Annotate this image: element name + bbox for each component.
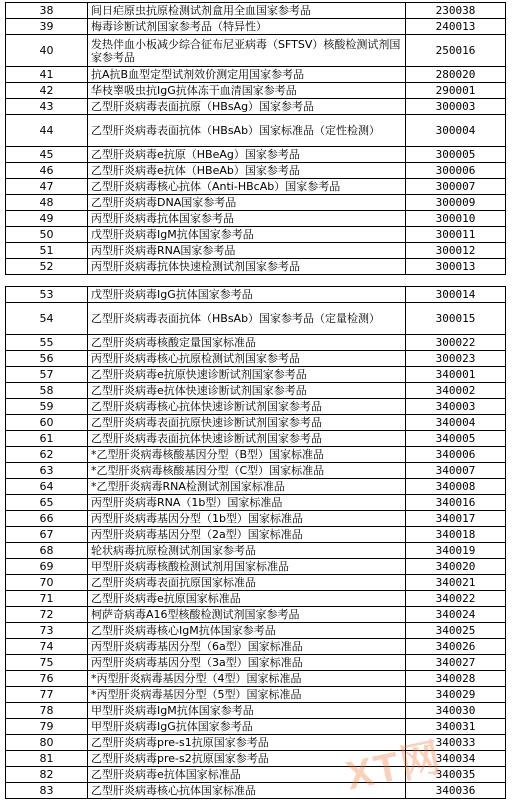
reference-name: 乙型肝炎病毒DNA国家参考品: [88, 195, 406, 211]
row-number: 38: [6, 3, 88, 19]
row-number: 41: [6, 67, 88, 83]
reference-name: 丙型肝炎病毒基因分型（6a型）国家标准品: [88, 639, 406, 655]
table-row: [6, 383, 506, 399]
reference-code: 300006: [406, 163, 506, 179]
row-number: 43: [6, 99, 88, 115]
table-row: [6, 195, 506, 211]
table-row: [6, 447, 506, 463]
row-number: 47: [6, 179, 88, 195]
reference-name: 乙型肝炎病毒核心IgM抗体国家参考品: [88, 623, 406, 639]
table-row: [6, 303, 506, 335]
table-row: [6, 767, 506, 783]
row-number: 78: [6, 703, 88, 719]
table-row: [6, 687, 506, 703]
row-number: 73: [6, 623, 88, 639]
row-number: 64: [6, 479, 88, 495]
reference-code: 230038: [406, 3, 506, 19]
table-row: [6, 751, 506, 767]
reference-name: 柯萨奇病毒A16型核酸检测试剂国家参考品: [88, 607, 406, 623]
row-number: 56: [6, 351, 88, 367]
reference-code: 300005: [406, 147, 506, 163]
table-row: [6, 591, 506, 607]
reference-code: 340006: [406, 447, 506, 463]
table-row: [6, 3, 506, 19]
reference-code: 340031: [406, 719, 506, 735]
row-number: 44: [6, 115, 88, 147]
reference-code: 340002: [406, 383, 506, 399]
row-number: 49: [6, 211, 88, 227]
catalog-table-top-body: [6, 3, 506, 275]
site-watermark: XT网: [342, 735, 447, 799]
reference-name: 乙型肝炎病毒e抗原快速诊断试剂国家参考品: [88, 367, 406, 383]
reference-name: 丙型肝炎病毒基因分型（2a型）国家标准品: [88, 527, 406, 543]
row-number: 48: [6, 195, 88, 211]
reference-name: 丙型肝炎病毒核心抗原检测试剂国家参考品: [88, 351, 406, 367]
table-row: [6, 67, 506, 83]
reference-name: 乙型肝炎病毒核酸定量国家标准品: [88, 335, 406, 351]
reference-name: 丙型肝炎病毒RNA国家参考品: [88, 243, 406, 259]
table-row: [6, 783, 506, 799]
reference-name: 乙型肝炎病毒pre-s2抗原国家参考品: [88, 751, 406, 767]
reference-code: 300004: [406, 115, 506, 147]
reference-name: 乙型肝炎病毒表面抗体（HBsAb）国家标准品（定性检测）: [88, 115, 406, 147]
reference-code: 300003: [406, 99, 506, 115]
row-number: 68: [6, 543, 88, 559]
reference-code: 340008: [406, 479, 506, 495]
reference-name: *乙型肝炎病毒核酸基因分型（B型）国家标准品: [88, 447, 406, 463]
catalog-table-top: [5, 2, 506, 275]
reference-code: 250016: [406, 35, 506, 67]
table-row: [6, 623, 506, 639]
table-row: [6, 35, 506, 67]
row-number: 83: [6, 783, 88, 799]
row-number: 39: [6, 19, 88, 35]
table-row: [6, 179, 506, 195]
reference-code: 300023: [406, 351, 506, 367]
reference-name: 丙型肝炎病毒抗体快速检测试剂国家参考品: [88, 259, 406, 275]
table-row: [6, 431, 506, 447]
reference-code: 340036: [406, 783, 506, 799]
row-number: 40: [6, 35, 88, 67]
reference-code: 340003: [406, 399, 506, 415]
reference-name: 发热伴血小板减少综合征布尼亚病毒（SFTSV）核酸检测试剂国家参考品: [88, 35, 406, 67]
reference-code: 300013: [406, 259, 506, 275]
table-row: [6, 243, 506, 259]
reference-code: 340019: [406, 543, 506, 559]
reference-name: 丙型肝炎病毒基因分型（3a型）国家标准品: [88, 655, 406, 671]
reference-code: 300009: [406, 195, 506, 211]
reference-name: 乙型肝炎病毒核心抗体国家标准品: [88, 783, 406, 799]
reference-name: *丙型肝炎病毒基因分型（5型）国家标准品: [88, 687, 406, 703]
reference-name: 乙型肝炎病毒表面抗原（HBsAg）国家参考品: [88, 99, 406, 115]
reference-code: 340026: [406, 639, 506, 655]
table-row: [6, 559, 506, 575]
reference-code: 340028: [406, 671, 506, 687]
reference-code: 340005: [406, 431, 506, 447]
row-number: 53: [6, 287, 88, 303]
reference-code: 340029: [406, 687, 506, 703]
row-number: 80: [6, 735, 88, 751]
row-number: 66: [6, 511, 88, 527]
reference-name: 丙型肝炎病毒抗体国家参考品: [88, 211, 406, 227]
reference-code: 340020: [406, 559, 506, 575]
reference-name: 乙型肝炎病毒e抗体（HBeAb）国家参考品: [88, 163, 406, 179]
table-row: [6, 211, 506, 227]
row-number: 50: [6, 227, 88, 243]
reference-name: 乙型肝炎病毒e抗体国家标准品: [88, 767, 406, 783]
table-row: [6, 287, 506, 303]
row-number: 54: [6, 303, 88, 335]
reference-code: 340018: [406, 527, 506, 543]
reference-name: 丙型肝炎病毒基因分型（1b型）国家标准品: [88, 511, 406, 527]
table-row: [6, 415, 506, 431]
table-row: [6, 99, 506, 115]
table-row: [6, 607, 506, 623]
table-row: [6, 655, 506, 671]
table-row: [6, 511, 506, 527]
table-row: [6, 671, 506, 687]
reference-name: *乙型肝炎病毒核酸基因分型（C型）国家标准品: [88, 463, 406, 479]
reference-code: 340027: [406, 655, 506, 671]
reference-name: 甲型肝炎病毒IgM抗体国家参考品: [88, 703, 406, 719]
row-number: 81: [6, 751, 88, 767]
reference-name: 乙型肝炎病毒表面抗体（HBsAb）国家参考品（定量检测）: [88, 303, 406, 335]
reference-code: 290001: [406, 83, 506, 99]
reference-code: 340033: [406, 735, 506, 751]
row-number: 79: [6, 719, 88, 735]
table-row: [6, 83, 506, 99]
row-number: 70: [6, 575, 88, 591]
row-number: 45: [6, 147, 88, 163]
reference-code: 300022: [406, 335, 506, 351]
reference-code: 300015: [406, 303, 506, 335]
reference-code: 340034: [406, 751, 506, 767]
row-number: 59: [6, 399, 88, 415]
table-row: [6, 19, 506, 35]
reference-code: 340016: [406, 495, 506, 511]
reference-code: 300011: [406, 227, 506, 243]
reference-code: 340022: [406, 591, 506, 607]
row-number: 72: [6, 607, 88, 623]
row-number: 55: [6, 335, 88, 351]
reference-name: 乙型肝炎病毒e抗原（HBeAg）国家参考品: [88, 147, 406, 163]
row-number: 75: [6, 655, 88, 671]
reference-name: 乙型肝炎病毒核心抗体（Anti-HBcAb）国家参考品: [88, 179, 406, 195]
table-row: [6, 399, 506, 415]
table-row: [6, 575, 506, 591]
row-number: 60: [6, 415, 88, 431]
reference-code: 340030: [406, 703, 506, 719]
row-number: 57: [6, 367, 88, 383]
row-number: 42: [6, 83, 88, 99]
reference-code: 340035: [406, 767, 506, 783]
row-number: 61: [6, 431, 88, 447]
reference-name: 乙型肝炎病毒表面抗原快速诊断试剂国家参考品: [88, 415, 406, 431]
reference-code: 340007: [406, 463, 506, 479]
row-number: 67: [6, 527, 88, 543]
row-number: 63: [6, 463, 88, 479]
table-row: [6, 639, 506, 655]
reference-name: 戊型肝炎病毒IgM抗体国家参考品: [88, 227, 406, 243]
reference-name: *丙型肝炎病毒基因分型（4型）国家标准品: [88, 671, 406, 687]
row-number: 82: [6, 767, 88, 783]
row-number: 77: [6, 687, 88, 703]
reference-code: 300012: [406, 243, 506, 259]
reference-name: 乙型肝炎病毒pre-s1抗原国家参考品: [88, 735, 406, 751]
row-number: 62: [6, 447, 88, 463]
reference-name: 梅毒诊断试剂国家参考品（特异性）: [88, 19, 406, 35]
row-number: 74: [6, 639, 88, 655]
row-number: 71: [6, 591, 88, 607]
reference-code: 340001: [406, 367, 506, 383]
reference-name: 甲型肝炎病毒IgG抗体国家参考品: [88, 719, 406, 735]
row-number: 46: [6, 163, 88, 179]
reference-name: 戊型肝炎病毒IgG抗体国家参考品: [88, 287, 406, 303]
reference-name: 丙型肝炎病毒RNA（1b型）国家标准品: [88, 495, 406, 511]
reference-name: 华枝睾吸虫抗IgG抗体冻干血清国家参考品: [88, 83, 406, 99]
reference-name: 乙型肝炎病毒核心抗体快速诊断试剂国家参考品: [88, 399, 406, 415]
reference-name: 甲型肝炎病毒核酸检测试剂用国家标准品: [88, 559, 406, 575]
table-row: [6, 351, 506, 367]
table-row: [6, 463, 506, 479]
table-row: [6, 495, 506, 511]
reference-code: 340021: [406, 575, 506, 591]
table-row: [6, 367, 506, 383]
reference-code: 340025: [406, 623, 506, 639]
reference-code: 300014: [406, 287, 506, 303]
table-row: [6, 543, 506, 559]
table-row: [6, 703, 506, 719]
reference-name: 乙型肝炎病毒表面抗体快速诊断试剂国家参考品: [88, 431, 406, 447]
table-row: [6, 719, 506, 735]
reference-code: 340017: [406, 511, 506, 527]
table-row: [6, 735, 506, 751]
row-number: 52: [6, 259, 88, 275]
catalog-table-bottom-body: [6, 287, 506, 799]
reference-code: 240013: [406, 19, 506, 35]
reference-name: 乙型肝炎病毒表面抗原国家标准品: [88, 575, 406, 591]
reference-name: 间日疟原虫抗原检测试剂盒用全血国家参考品: [88, 3, 406, 19]
row-number: 51: [6, 243, 88, 259]
reference-name: 乙型肝炎病毒e抗原国家标准品: [88, 591, 406, 607]
reference-code: 280020: [406, 67, 506, 83]
row-number: 76: [6, 671, 88, 687]
reference-code: 340024: [406, 607, 506, 623]
table-row: [6, 527, 506, 543]
table-row: [6, 163, 506, 179]
reference-name: 轮状病毒抗原检测试剂国家参考品: [88, 543, 406, 559]
reference-name: 乙型肝炎病毒e抗体快速诊断试剂国家参考品: [88, 383, 406, 399]
catalog-table-bottom: [5, 286, 506, 799]
table-row: [6, 479, 506, 495]
row-number: 58: [6, 383, 88, 399]
table-row: [6, 115, 506, 147]
table-row: [6, 335, 506, 351]
table-row: [6, 147, 506, 163]
reference-name: 抗A抗B血型定型试剂效价测定用国家参考品: [88, 67, 406, 83]
row-number: 65: [6, 495, 88, 511]
reference-code: 300010: [406, 211, 506, 227]
table-row: [6, 227, 506, 243]
reference-code: 340004: [406, 415, 506, 431]
reference-name: *乙型肝炎病毒RNA检测试剂国家标准品: [88, 479, 406, 495]
table-row: [6, 259, 506, 275]
reference-code: 300007: [406, 179, 506, 195]
row-number: 69: [6, 559, 88, 575]
